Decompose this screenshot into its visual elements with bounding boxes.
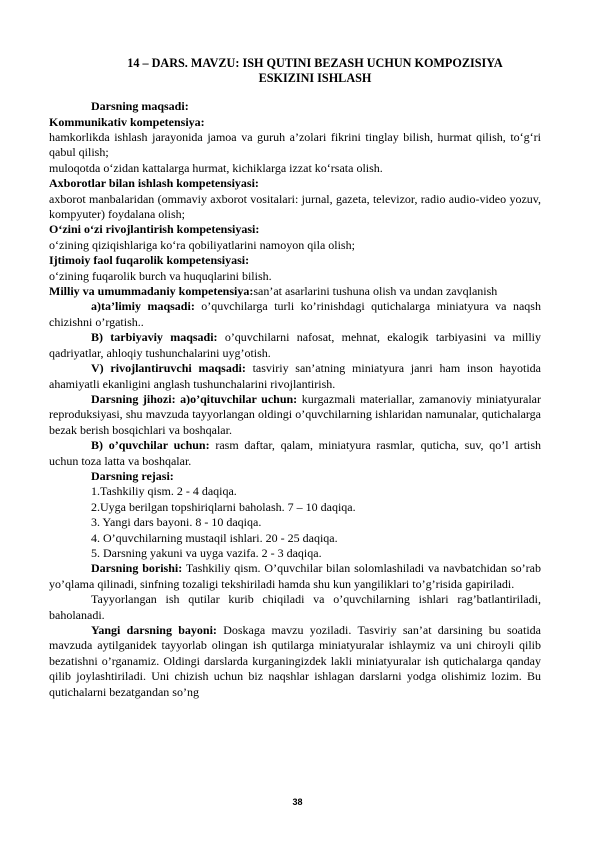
- tayyor-paragraph: Tayyorlangan ish qutilar kurib chiqiladi va o’quvchilarning ishlari rag’batlantiriladi, baholanadi.: [49, 592, 541, 622]
- bo-label: B) o’quvchilar uchun:: [91, 438, 210, 453]
- reja-item: 1.Tashkiliy qism. 2 - 4 daqiqa.: [91, 484, 237, 499]
- jihoz-paragraph: [49, 392, 541, 438]
- v-paragraph: [49, 361, 541, 392]
- yangi-text: Doskaga mavzu yoziladi. Tasviriy san’at darsining bu soatida mavzuda aytilganidek tayyorlab olingan ish qutilarga miniatyuralar ishlaymiz va uni chiroyli qilib bezatishni o’rganamiz. Oldingi darslarda kurganingizdek lakli miniatyuralar ish qutichalarga qanday qilib joylashtiriladi. Uni chizish uchun biz naqshlar ishlagan darslarni yodga olishimiz lozim. Bu qutichalarni bezatgandan so’ng: [49, 623, 542, 699]
- axb-heading: Axborotlar bilan ishlash kompetensiyasi:: [49, 176, 259, 191]
- page-number: 38: [292, 797, 303, 807]
- ozini-text: o‘zining qiziqishlariga ko‘ra qobiliyatlarini namoyon qila olish;: [49, 237, 355, 252]
- yangi-label: Yangi darsning bayoni:: [91, 623, 217, 637]
- title-line-2: ESKIZINI ISHLASH: [258, 70, 372, 85]
- milliy-label: Milliy va umummadaniy kompetensiya:: [49, 284, 254, 299]
- reja-item: 2.Uyga berilgan topshiriqlarni baholash. 7 – 10 daqiqa.: [91, 499, 356, 514]
- reja-item: 3. Yangi dars bayoni. 8 - 10 daqiqa.: [91, 515, 262, 530]
- jihoz-text: kurgazmali materiallar, zamanoviy miniatyuralar reproduksiyasi, shu mavzuda tayyorlangan oldingi o’quvchilarning ishlaridan namunalar, qutichalarga bezak berish bosqichlari va boshqalar.: [49, 391, 541, 437]
- yangi-paragraph: [49, 623, 541, 700]
- a-paragraph: [49, 299, 541, 330]
- reja-heading: Darsning rejasi:: [91, 468, 174, 483]
- reja-item: 4. O’quvchilarning mustaqil ishlari. 20 - 25 daqiqa.: [91, 530, 338, 545]
- a-text: o’quvchilarga turli ko’rinishdagi qutichalarga miniatyura va naqsh chizishni o’rgatish..: [49, 299, 541, 329]
- v-text: tasviriy san’atning miniatyura janri ham inson hayotida ahamiyatli ekanligini anglash tushunchalarini rivojlantirish.: [49, 361, 541, 391]
- bo-paragraph: [49, 438, 541, 469]
- title-line-1: 14 – DARS. MAVZU: ISH QUTINI BEZASH UCHUN KOMPOZISIYA: [127, 56, 503, 70]
- b-label: B) tarbiyaviy maqsadi:: [91, 330, 218, 345]
- jihoz-label: Darsning jihozi: a)o’qituvchilar uchun:: [91, 391, 298, 406]
- a-label: a)ta’limiy maqsadi:: [91, 299, 195, 314]
- v-label: V) rivojlantiruvchi maqsadi:: [91, 361, 246, 376]
- b-paragraph: [49, 330, 541, 361]
- milliy-text: san’at asarlarini tushuna olish va undan zavqlanish: [253, 284, 498, 299]
- ozini-heading: O‘zini o‘zi rivojlantirish kompetensiyasi:: [49, 222, 260, 237]
- reja-item: 5. Darsning yakuni va uyga vazifa. 2 - 3 daqiqa.: [91, 545, 322, 560]
- bo-text: rasm daftar, qalam, miniatyura rasmlar, quticha, suv, qo’l artish uchun toza latta va boshqalar.: [49, 438, 541, 468]
- ijt-text: o‘zining fuqarolik burch va huquqlarini bilish.: [49, 268, 272, 283]
- milliy-paragraph: [49, 284, 541, 299]
- komm-text-2: muloqotda o‘zidan kattalarga hurmat, kichiklarga izzat ko‘rsata olish.: [49, 160, 383, 175]
- borishi-paragraph: [49, 561, 541, 592]
- document-page: [49, 56, 541, 700]
- borishi-text: Tashkiliy qism. O’quvchilar bilan solomlashiladi va navbatchidan so’rab yo’qlama qilinadi, sinfning tozaligi tekshiriladi hamda shu kun yangiliklari to’g’risida gapiriladi.: [49, 561, 541, 591]
- komm-heading: Kommunikativ kompetensiya:: [49, 114, 205, 129]
- borishi-label: Darsning borishi:: [91, 561, 183, 576]
- b-text: o’quvchilarni nafosat, mehnat, ekalogik tarbiyasini va milliy qadriyatlar, ahloqiy tushunchalarini uyg’otish.: [49, 330, 541, 360]
- ijt-heading: Ijtimoiy faol fuqarolik kompetensiyasi:: [49, 253, 250, 268]
- goal-heading: Darsning maqsadi:: [91, 99, 189, 114]
- axb-text: axborot manbalaridan (ommaviy axborot vositalari: jurnal, gazeta, televizor, radio audio-video yozuv, kompyuter) foydalana olish;: [49, 191, 541, 222]
- komm-text-1: hamkorlikda ishlash jarayonida jamoa va guruh a’zolari fikrini tinglay bilish, hurmat qilish, to‘g‘ri qabul qilish;: [49, 130, 541, 160]
- lesson-title: [49, 56, 541, 85]
